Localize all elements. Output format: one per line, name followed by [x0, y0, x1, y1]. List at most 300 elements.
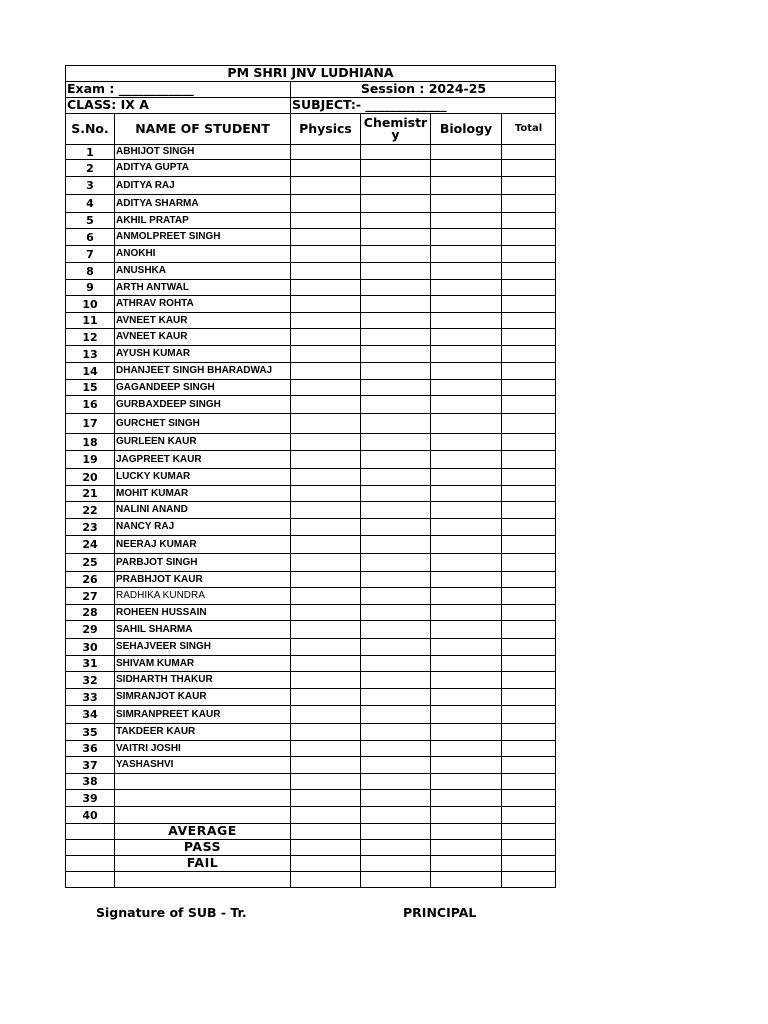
principal-label: PRINCIPAL: [403, 905, 477, 920]
biology-mark-cell[interactable]: [431, 229, 502, 246]
serial-number: 2: [66, 160, 115, 177]
biology-mark-cell[interactable]: [431, 724, 502, 741]
serial-number: 34: [66, 706, 115, 724]
student-name: GURBAXDEEP SINGH: [115, 396, 291, 414]
student-name: ANMOLPREET SINGH: [115, 229, 291, 246]
biology-mark-cell[interactable]: [431, 572, 502, 588]
physics-mark-cell[interactable]: [291, 757, 361, 774]
student-row: [66, 656, 556, 672]
chemistry-mark-cell[interactable]: [361, 588, 431, 605]
total-mark-cell[interactable]: [502, 380, 556, 396]
pass-biology-cell[interactable]: [431, 840, 502, 856]
physics-mark-cell[interactable]: [291, 469, 361, 486]
blank-chemistry-cell[interactable]: [361, 872, 431, 888]
biology-mark-cell[interactable]: [431, 486, 502, 502]
student-name: SIMRANJOT KAUR: [115, 689, 291, 706]
student-name: [115, 774, 291, 790]
serial-number: 37: [66, 757, 115, 774]
total-mark-cell[interactable]: [502, 639, 556, 656]
chemistry-mark-cell[interactable]: [361, 380, 431, 396]
serial-number: 16: [66, 396, 115, 414]
chemistry-mark-cell[interactable]: [361, 757, 431, 774]
marks-register-table: [65, 65, 556, 888]
biology-mark-cell[interactable]: [431, 177, 502, 195]
chemistry-mark-cell[interactable]: [361, 519, 431, 536]
col-header-physics: Physics: [291, 114, 361, 145]
total-mark-cell[interactable]: [502, 572, 556, 588]
biology-mark-cell[interactable]: [431, 213, 502, 229]
chemistry-mark-cell[interactable]: [361, 396, 431, 414]
student-name: [115, 807, 291, 824]
serial-number: 40: [66, 807, 115, 824]
blank-label-cell: [115, 872, 291, 888]
student-row: [66, 774, 556, 790]
chemistry-mark-cell[interactable]: [361, 145, 431, 160]
student-row: [66, 724, 556, 741]
biology-mark-cell[interactable]: [431, 656, 502, 672]
chemistry-mark-cell[interactable]: [361, 246, 431, 263]
chemistry-mark-cell[interactable]: [361, 724, 431, 741]
pass-total-cell[interactable]: [502, 840, 556, 856]
biology-mark-cell[interactable]: [431, 346, 502, 363]
student-row: [66, 672, 556, 689]
student-name: SHIVAM KUMAR: [115, 656, 291, 672]
total-mark-cell[interactable]: [502, 414, 556, 434]
student-row: [66, 536, 556, 554]
total-mark-cell[interactable]: [502, 536, 556, 554]
chemistry-mark-cell[interactable]: [361, 177, 431, 195]
physics-mark-cell[interactable]: [291, 380, 361, 396]
serial-number: 26: [66, 572, 115, 588]
physics-mark-cell[interactable]: [291, 672, 361, 689]
total-mark-cell[interactable]: [502, 807, 556, 824]
biology-mark-cell[interactable]: [431, 536, 502, 554]
blank-physics-cell[interactable]: [291, 872, 361, 888]
chemistry-mark-cell[interactable]: [361, 605, 431, 621]
serial-number: 6: [66, 229, 115, 246]
total-mark-cell[interactable]: [502, 554, 556, 572]
biology-mark-cell[interactable]: [431, 329, 502, 346]
biology-mark-cell[interactable]: [431, 414, 502, 434]
biology-mark-cell[interactable]: [431, 774, 502, 790]
student-row: [66, 280, 556, 296]
physics-mark-cell[interactable]: [291, 280, 361, 296]
total-mark-cell[interactable]: [502, 280, 556, 296]
student-name: VAITRI JOSHI: [115, 741, 291, 757]
total-mark-cell[interactable]: [502, 213, 556, 229]
school-name: PM SHRI JNV LUDHIANA: [66, 66, 556, 82]
physics-mark-cell[interactable]: [291, 656, 361, 672]
physics-mark-cell[interactable]: [291, 213, 361, 229]
physics-mark-cell[interactable]: [291, 741, 361, 757]
chemistry-mark-cell[interactable]: [361, 414, 431, 434]
physics-mark-cell[interactable]: [291, 621, 361, 639]
chemistry-mark-cell[interactable]: [361, 790, 431, 807]
biology-mark-cell[interactable]: [431, 363, 502, 380]
chemistry-mark-cell[interactable]: [361, 621, 431, 639]
physics-mark-cell[interactable]: [291, 536, 361, 554]
student-row: [66, 363, 556, 380]
chemistry-mark-cell[interactable]: [361, 741, 431, 757]
student-row: [66, 502, 556, 519]
student-row: [66, 380, 556, 396]
physics-mark-cell[interactable]: [291, 724, 361, 741]
fail-chemistry-cell[interactable]: [361, 856, 431, 872]
physics-mark-cell[interactable]: [291, 588, 361, 605]
serial-number: 10: [66, 296, 115, 313]
student-name: DHANJEET SINGH BHARADWAJ: [115, 363, 291, 380]
student-name: ARTH ANTWAL: [115, 280, 291, 296]
chemistry-mark-cell[interactable]: [361, 706, 431, 724]
fail-row: [66, 856, 556, 872]
total-mark-cell[interactable]: [502, 689, 556, 706]
serial-number: 4: [66, 195, 115, 213]
student-row: [66, 554, 556, 572]
student-name: PRABHJOT KAUR: [115, 572, 291, 588]
total-mark-cell[interactable]: [502, 145, 556, 160]
total-mark-cell[interactable]: [502, 263, 556, 280]
student-name: SAHIL SHARMA: [115, 621, 291, 639]
physics-mark-cell[interactable]: [291, 313, 361, 329]
fail-biology-cell[interactable]: [431, 856, 502, 872]
total-mark-cell[interactable]: [502, 605, 556, 621]
chemistry-mark-cell[interactable]: [361, 486, 431, 502]
student-name: GURLEEN KAUR: [115, 434, 291, 451]
total-mark-cell[interactable]: [502, 451, 556, 469]
biology-mark-cell[interactable]: [431, 741, 502, 757]
biology-mark-cell[interactable]: [431, 380, 502, 396]
serial-number: 39: [66, 790, 115, 807]
serial-number: 31: [66, 656, 115, 672]
serial-number: 25: [66, 554, 115, 572]
student-row: [66, 313, 556, 329]
total-mark-cell[interactable]: [502, 396, 556, 414]
physics-mark-cell[interactable]: [291, 689, 361, 706]
serial-number: 17: [66, 414, 115, 434]
total-mark-cell[interactable]: [502, 741, 556, 757]
col-header-total: Total: [502, 114, 556, 145]
physics-mark-cell[interactable]: [291, 774, 361, 790]
student-row: [66, 434, 556, 451]
student-row: [66, 229, 556, 246]
biology-mark-cell[interactable]: [431, 790, 502, 807]
physics-mark-cell[interactable]: [291, 229, 361, 246]
student-name: AVNEET KAUR: [115, 329, 291, 346]
student-row: [66, 296, 556, 313]
biology-mark-cell[interactable]: [431, 689, 502, 706]
serial-number: 20: [66, 469, 115, 486]
total-mark-cell[interactable]: [502, 502, 556, 519]
average-row: [66, 824, 556, 840]
physics-mark-cell[interactable]: [291, 605, 361, 621]
physics-mark-cell[interactable]: [291, 346, 361, 363]
student-row: [66, 605, 556, 621]
biology-mark-cell[interactable]: [431, 469, 502, 486]
average-physics-cell[interactable]: [291, 824, 361, 840]
col-header-name: NAME OF STUDENT: [115, 114, 291, 145]
biology-mark-cell[interactable]: [431, 502, 502, 519]
physics-mark-cell[interactable]: [291, 486, 361, 502]
serial-number: 32: [66, 672, 115, 689]
total-mark-cell[interactable]: [502, 313, 556, 329]
chemistry-mark-cell[interactable]: [361, 689, 431, 706]
col-header-chemistry: Chemistry: [361, 114, 431, 145]
biology-mark-cell[interactable]: [431, 296, 502, 313]
chemistry-mark-cell[interactable]: [361, 296, 431, 313]
physics-mark-cell[interactable]: [291, 451, 361, 469]
average-label: AVERAGE: [115, 824, 291, 840]
student-row: [66, 588, 556, 605]
total-mark-cell[interactable]: [502, 621, 556, 639]
chemistry-mark-cell[interactable]: [361, 329, 431, 346]
total-mark-cell[interactable]: [502, 672, 556, 689]
physics-mark-cell[interactable]: [291, 807, 361, 824]
physics-mark-cell[interactable]: [291, 502, 361, 519]
chemistry-mark-cell[interactable]: [361, 502, 431, 519]
physics-mark-cell[interactable]: [291, 790, 361, 807]
student-name: NEERAJ KUMAR: [115, 536, 291, 554]
class-subject-row: [66, 98, 556, 114]
student-name: NANCY RAJ: [115, 519, 291, 536]
biology-mark-cell[interactable]: [431, 451, 502, 469]
fail-physics-cell[interactable]: [291, 856, 361, 872]
biology-mark-cell[interactable]: [431, 621, 502, 639]
student-name: MOHIT KUMAR: [115, 486, 291, 502]
biology-mark-cell[interactable]: [431, 160, 502, 177]
chemistry-mark-cell[interactable]: [361, 160, 431, 177]
total-mark-cell[interactable]: [502, 195, 556, 213]
chemistry-mark-cell[interactable]: [361, 363, 431, 380]
student-name: AYUSH KUMAR: [115, 346, 291, 363]
biology-mark-cell[interactable]: [431, 706, 502, 724]
student-row: [66, 469, 556, 486]
total-mark-cell[interactable]: [502, 346, 556, 363]
student-name: TAKDEER KAUR: [115, 724, 291, 741]
serial-number: 15: [66, 380, 115, 396]
biology-mark-cell[interactable]: [431, 280, 502, 296]
student-row: [66, 160, 556, 177]
physics-mark-cell[interactable]: [291, 363, 361, 380]
total-mark-cell[interactable]: [502, 588, 556, 605]
physics-mark-cell[interactable]: [291, 263, 361, 280]
serial-number: 9: [66, 280, 115, 296]
serial-number: 23: [66, 519, 115, 536]
serial-number: 22: [66, 502, 115, 519]
total-mark-cell[interactable]: [502, 790, 556, 807]
student-row: [66, 621, 556, 639]
biology-mark-cell[interactable]: [431, 588, 502, 605]
chemistry-mark-cell[interactable]: [361, 554, 431, 572]
student-row: [66, 195, 556, 213]
serial-number: 7: [66, 246, 115, 263]
biology-mark-cell[interactable]: [431, 639, 502, 656]
chemistry-mark-cell[interactable]: [361, 451, 431, 469]
blank-row: [66, 872, 556, 888]
student-row: [66, 706, 556, 724]
summary-spacer-cell: [66, 872, 115, 888]
chemistry-mark-cell[interactable]: [361, 774, 431, 790]
physics-mark-cell[interactable]: [291, 195, 361, 213]
student-row: [66, 741, 556, 757]
student-name: ADITYA RAJ: [115, 177, 291, 195]
student-row: [66, 329, 556, 346]
chemistry-mark-cell[interactable]: [361, 346, 431, 363]
student-row: [66, 486, 556, 502]
student-name: AVNEET KAUR: [115, 313, 291, 329]
blank-biology-cell[interactable]: [431, 872, 502, 888]
student-row: [66, 177, 556, 195]
chemistry-mark-cell[interactable]: [361, 195, 431, 213]
serial-number: 28: [66, 605, 115, 621]
student-name: PARBJOT SINGH: [115, 554, 291, 572]
biology-mark-cell[interactable]: [431, 246, 502, 263]
student-name: [115, 790, 291, 807]
physics-mark-cell[interactable]: [291, 145, 361, 160]
column-header-row: [66, 114, 556, 145]
serial-number: 33: [66, 689, 115, 706]
blank-total-cell[interactable]: [502, 872, 556, 888]
physics-mark-cell[interactable]: [291, 572, 361, 588]
biology-mark-cell[interactable]: [431, 195, 502, 213]
pass-chemistry-cell[interactable]: [361, 840, 431, 856]
total-mark-cell[interactable]: [502, 656, 556, 672]
serial-number: 1: [66, 145, 115, 160]
serial-number: 13: [66, 346, 115, 363]
physics-mark-cell[interactable]: [291, 246, 361, 263]
chemistry-mark-cell[interactable]: [361, 434, 431, 451]
biology-mark-cell[interactable]: [431, 519, 502, 536]
chemistry-mark-cell[interactable]: [361, 229, 431, 246]
total-mark-cell[interactable]: [502, 160, 556, 177]
biology-mark-cell[interactable]: [431, 313, 502, 329]
student-name: ATHRAV ROHTA: [115, 296, 291, 313]
student-row: [66, 213, 556, 229]
fail-label: FAIL: [115, 856, 291, 872]
physics-mark-cell[interactable]: [291, 177, 361, 195]
biology-mark-cell[interactable]: [431, 672, 502, 689]
serial-number: 30: [66, 639, 115, 656]
physics-mark-cell[interactable]: [291, 160, 361, 177]
total-mark-cell[interactable]: [502, 434, 556, 451]
student-name: GURCHET SINGH: [115, 414, 291, 434]
total-mark-cell[interactable]: [502, 757, 556, 774]
total-mark-cell[interactable]: [502, 469, 556, 486]
biology-mark-cell[interactable]: [431, 396, 502, 414]
total-mark-cell[interactable]: [502, 724, 556, 741]
biology-mark-cell[interactable]: [431, 807, 502, 824]
pass-physics-cell[interactable]: [291, 840, 361, 856]
physics-mark-cell[interactable]: [291, 434, 361, 451]
biology-mark-cell[interactable]: [431, 605, 502, 621]
student-row: [66, 639, 556, 656]
summary-spacer-cell: [66, 840, 115, 856]
physics-mark-cell[interactable]: [291, 639, 361, 656]
pass-row: [66, 840, 556, 856]
chemistry-mark-cell[interactable]: [361, 572, 431, 588]
col-header-biology: Biology: [431, 114, 502, 145]
class-label: CLASS: IX A: [66, 98, 291, 114]
physics-mark-cell[interactable]: [291, 396, 361, 414]
exam-session-row: [66, 82, 556, 98]
total-mark-cell[interactable]: [502, 774, 556, 790]
physics-mark-cell[interactable]: [291, 554, 361, 572]
serial-number: 27: [66, 588, 115, 605]
chemistry-mark-cell[interactable]: [361, 263, 431, 280]
chemistry-mark-cell[interactable]: [361, 639, 431, 656]
total-mark-cell[interactable]: [502, 519, 556, 536]
physics-mark-cell[interactable]: [291, 706, 361, 724]
student-name: GAGANDEEP SINGH: [115, 380, 291, 396]
total-mark-cell[interactable]: [502, 229, 556, 246]
teacher-signature-label: Signature of SUB - Tr.: [96, 905, 247, 920]
student-row: [66, 807, 556, 824]
student-row: [66, 263, 556, 280]
student-row: [66, 757, 556, 774]
chemistry-mark-cell[interactable]: [361, 536, 431, 554]
student-name: ADITYA GUPTA: [115, 160, 291, 177]
student-row: [66, 572, 556, 588]
total-mark-cell[interactable]: [502, 177, 556, 195]
student-row: [66, 246, 556, 263]
serial-number: 24: [66, 536, 115, 554]
student-name: AKHIL PRATAP: [115, 213, 291, 229]
total-mark-cell[interactable]: [502, 706, 556, 724]
physics-mark-cell[interactable]: [291, 329, 361, 346]
serial-number: 14: [66, 363, 115, 380]
biology-mark-cell[interactable]: [431, 554, 502, 572]
student-row: [66, 396, 556, 414]
chemistry-mark-cell[interactable]: [361, 280, 431, 296]
serial-number: 11: [66, 313, 115, 329]
physics-mark-cell[interactable]: [291, 519, 361, 536]
biology-mark-cell[interactable]: [431, 263, 502, 280]
chemistry-mark-cell[interactable]: [361, 807, 431, 824]
average-total-cell[interactable]: [502, 824, 556, 840]
exam-field[interactable]: Exam : ____________: [66, 82, 291, 98]
chemistry-mark-cell[interactable]: [361, 213, 431, 229]
subject-field[interactable]: SUBJECT:- _____________: [291, 98, 556, 114]
physics-mark-cell[interactable]: [291, 414, 361, 434]
student-row: [66, 689, 556, 706]
total-mark-cell[interactable]: [502, 486, 556, 502]
chemistry-mark-cell[interactable]: [361, 656, 431, 672]
session-label: Session : 2024-25: [291, 82, 556, 98]
physics-mark-cell[interactable]: [291, 296, 361, 313]
fail-total-cell[interactable]: [502, 856, 556, 872]
chemistry-mark-cell[interactable]: [361, 313, 431, 329]
serial-number: 36: [66, 741, 115, 757]
student-name: SEHAJVEER SINGH: [115, 639, 291, 656]
chemistry-mark-cell[interactable]: [361, 672, 431, 689]
col-header-sno: S.No.: [66, 114, 115, 145]
total-mark-cell[interactable]: [502, 363, 556, 380]
average-chemistry-cell[interactable]: [361, 824, 431, 840]
biology-mark-cell[interactable]: [431, 434, 502, 451]
serial-number: 12: [66, 329, 115, 346]
student-name: SIMRANPREET KAUR: [115, 706, 291, 724]
student-name: YASHASHVI: [115, 757, 291, 774]
school-title-row: [66, 66, 556, 82]
student-name: ANOKHI: [115, 246, 291, 263]
biology-mark-cell[interactable]: [431, 145, 502, 160]
total-mark-cell[interactable]: [502, 329, 556, 346]
total-mark-cell[interactable]: [502, 246, 556, 263]
chemistry-mark-cell[interactable]: [361, 469, 431, 486]
serial-number: 35: [66, 724, 115, 741]
total-mark-cell[interactable]: [502, 296, 556, 313]
biology-mark-cell[interactable]: [431, 757, 502, 774]
average-biology-cell[interactable]: [431, 824, 502, 840]
